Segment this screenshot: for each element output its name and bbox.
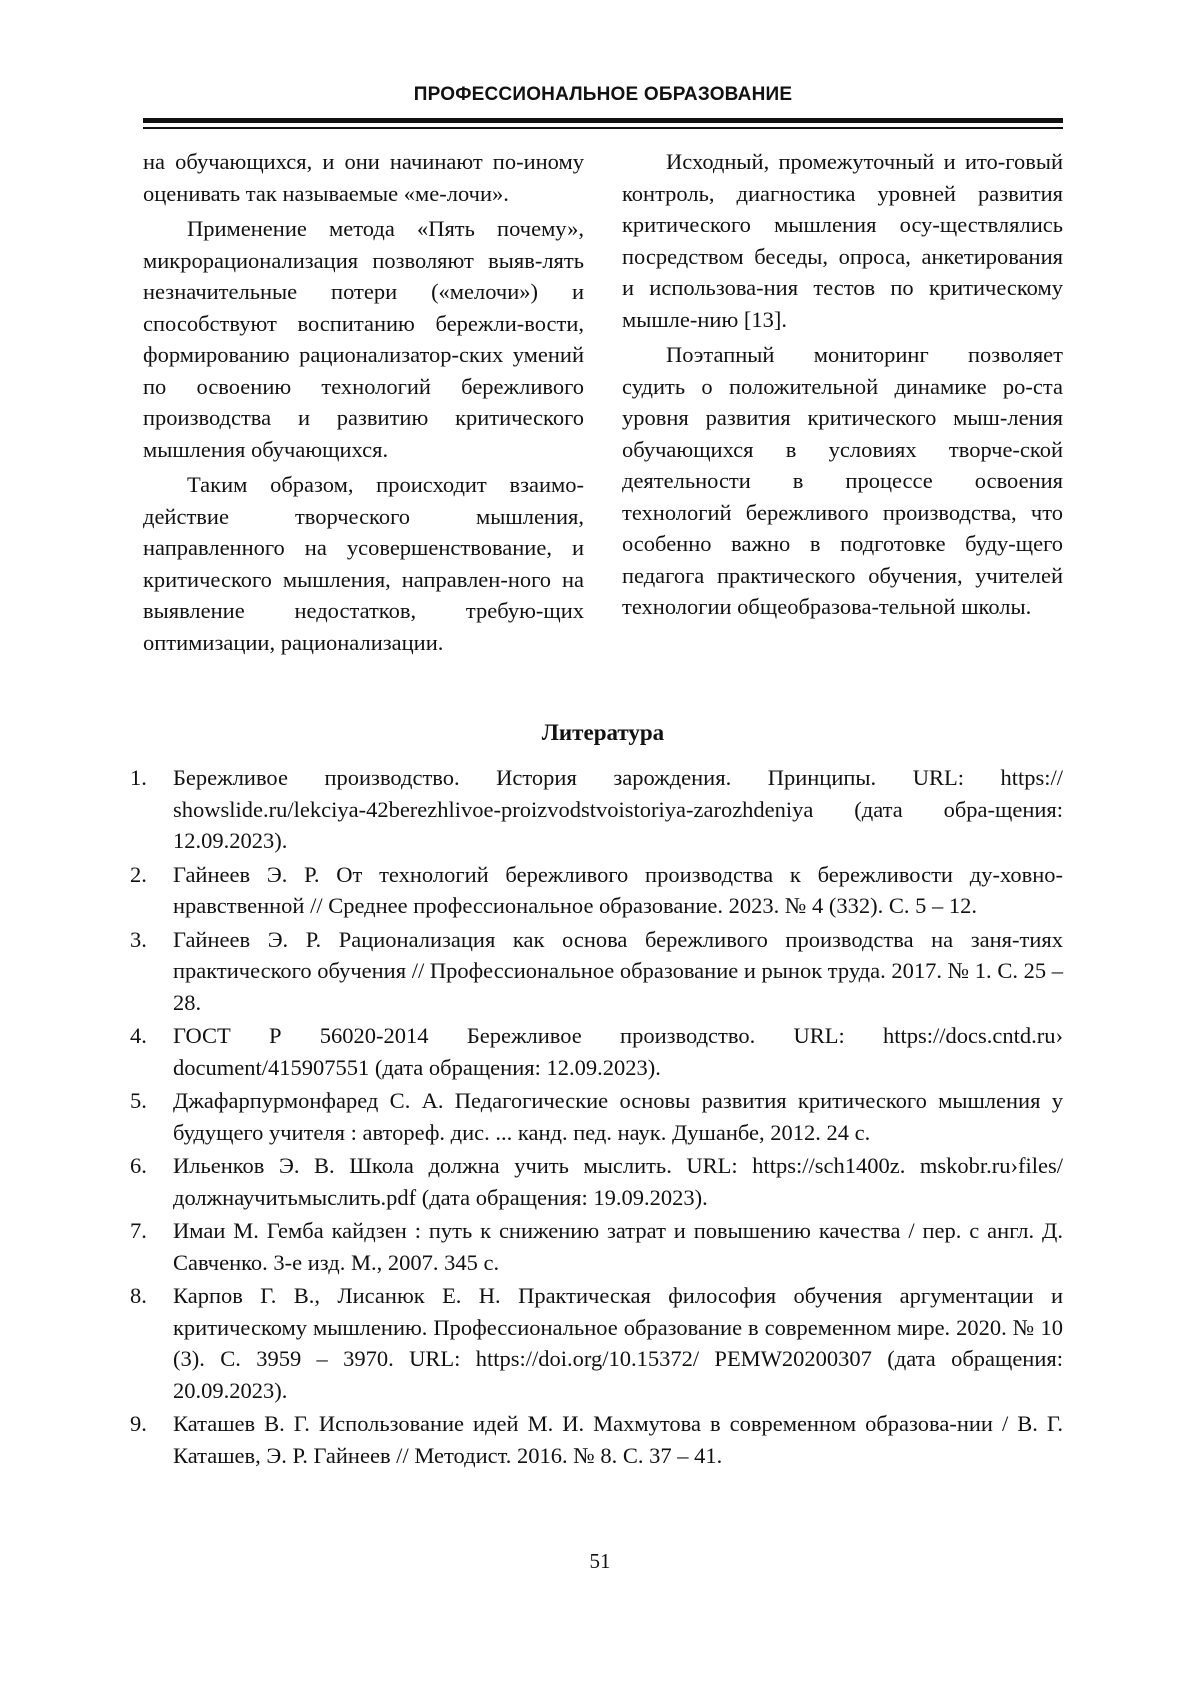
reference-item xyxy=(130,1280,1063,1406)
reference-number: 8. xyxy=(130,1283,147,1308)
reference-item xyxy=(130,859,1063,922)
reference-number: 3. xyxy=(130,926,147,952)
left-paragraph-1: на обучающихся, и они начинают по-иному оценивать так называемые «ме-лочи». xyxy=(143,149,584,206)
right-column xyxy=(622,146,1063,623)
header-rule-thin xyxy=(143,127,1063,129)
left-column xyxy=(143,146,584,658)
reference-item xyxy=(130,1085,1063,1148)
reference-item xyxy=(130,1408,1063,1471)
reference-number: 4. xyxy=(130,1023,147,1048)
reference-item xyxy=(130,1150,1063,1213)
reference-number: 6. xyxy=(130,1153,147,1178)
reference-text: Карпов Г. В., Лисанюк Е. Н. Практическая философия обучения аргументации и критическому мышлению. Профессиональное образование в современном мире. 2020. № 10 (3). С. 3959 – 3970. URL: https://doi.org/10.15372/ PEMW20200307 (дата обращения: 20.09.2023). xyxy=(173,1283,1063,1403)
reference-text: Ильенков Э. В. Школа должна учить мыслить. URL: https://sch1400z. mskobr.ru›files/должнаучитьмыслить.pdf (дата обращения: 19.09.2023). xyxy=(173,1153,1063,1210)
reference-list xyxy=(130,762,1063,1473)
right-paragraph-2: Поэтапный мониторинг позволяет судить о положительной динамике ро-ста уровня развития критического мыш-ления обучающихся в условиях творче-ской деятельности в процессе освоения технологий бережливого производства, что особенно важно в подготовке буду-щего педагога практического обучения, учителей технологии общеобразова-тельной школы. xyxy=(622,342,1063,619)
reference-number: 1. xyxy=(130,765,147,790)
reference-number: 2. xyxy=(130,861,147,887)
reference-text: Каташев В. Г. Использование идей М. И. Махмутова в современном образова-нии / В. Г. Каташев, Э. Р. Гайнеев // Методист. 2016. № 8. С. 37 – 41. xyxy=(173,1411,1063,1468)
reference-number: 9. xyxy=(130,1411,147,1436)
reference-text: Бережливое производство. История зарождения. Принципы. URL: https:// showslide.ru/lekciya-42berezhlivoe-proizvodstvoistoriya-zarozhdeniya (дата обра-щения: 12.09.2023). xyxy=(173,765,1063,853)
literature-heading: Литература xyxy=(541,720,665,745)
reference-number: 5. xyxy=(130,1088,147,1113)
page-number: 51 xyxy=(589,1549,611,1573)
reference-text: ГОСТ Р 56020-2014 Бережливое производство. URL: https://docs.cntd.ru› document/415907551 (дата обращения: 12.09.2023). xyxy=(173,1023,1063,1080)
right-paragraph-1: Исходный, промежуточный и ито-говый контроль, диагностика уровней развития критического мышления осу-ществлялись посредством беседы, опроса, анкетирования и использова-ния тестов по критическому мышле-нию [13]. xyxy=(622,149,1063,332)
left-paragraph-3: Таким образом, происходит взаимо-действие творческого мышления, направленного на усовершенствование, и критического мышления, направлен-ного на выявление недостатков, требую-щих оптимизации, рационализации. xyxy=(143,472,584,655)
reference-item xyxy=(130,1215,1063,1278)
reference-text: Гайнеев Э. Р. От технологий бережливого производства к бережливости ду-ховно-нравственной // Среднее профессиональное образование. 2023. № 4 (332). С. 5 – 12. xyxy=(173,861,1063,918)
reference-item xyxy=(130,1020,1063,1083)
reference-text: Джафарпурмонфаред С. А. Педагогические основы развития критического мышления у будущего учителя : автореф. дис. ... канд. пед. наук. Душанбе, 2012. 24 с. xyxy=(173,1088,1063,1145)
reference-item xyxy=(130,924,1063,1019)
header-rule-thick xyxy=(143,118,1063,123)
running-header: ПРОФЕССИОНАЛЬНОЕ ОБРАЗОВАНИЕ xyxy=(413,84,793,105)
reference-number: 7. xyxy=(130,1218,147,1243)
reference-text: Гайнеев Э. Р. Рационализация как основа бережливого производства на заня-тиях практического обучения // Профессиональное образование и рынок труда. 2017. № 1. С. 25 – 28. xyxy=(173,926,1063,1015)
left-paragraph-2: Применение метода «Пять почему», микрорационализация позволяют выяв-лять незначительные потери («мелочи») и способствуют воспитанию бережли-вости, формированию рационализатор-ских умений по освоению технологий бережливого производства и развитию критического мышления обучающихся. xyxy=(143,216,584,462)
reference-item xyxy=(130,762,1063,857)
reference-text: Имаи М. Гемба кайдзен : путь к снижению затрат и повышению качества / пер. с англ. Д. Савченко. 3-е изд. М., 2007. 345 с. xyxy=(173,1218,1063,1275)
